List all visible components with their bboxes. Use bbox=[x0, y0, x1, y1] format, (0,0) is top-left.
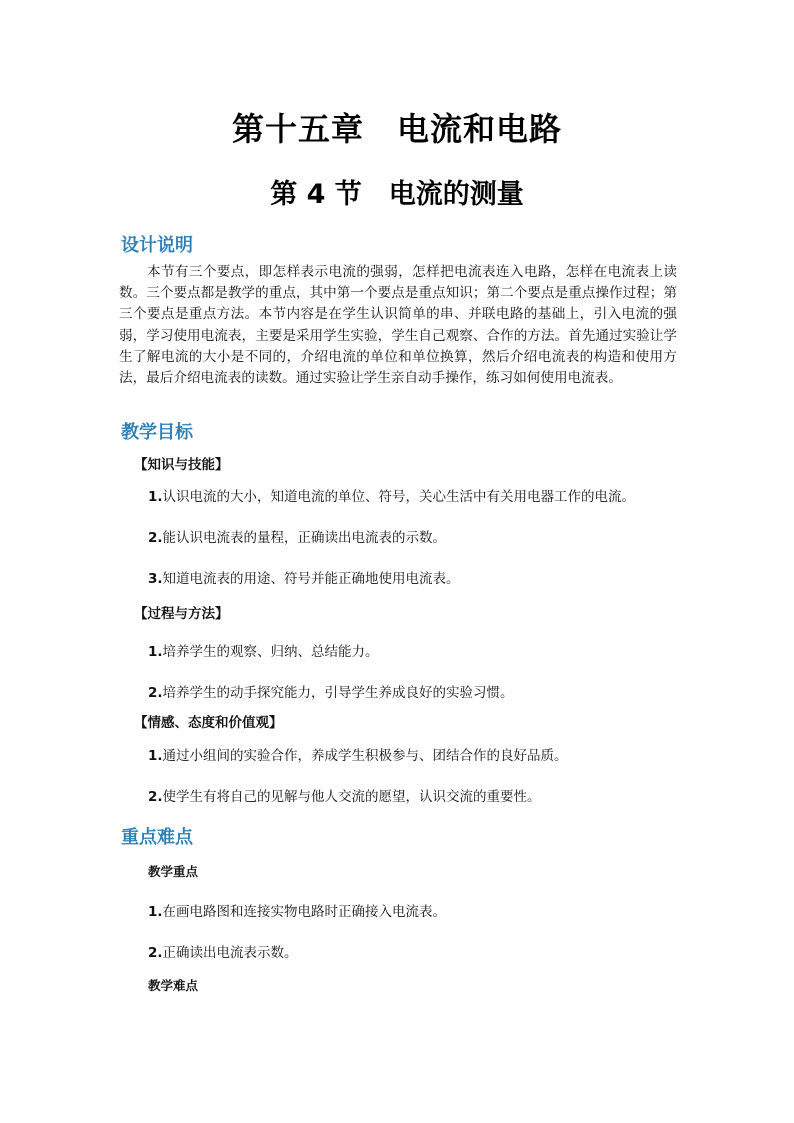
difficulty-label: 教学难点 bbox=[148, 978, 199, 993]
item-text: 正确读出电流表示数。 bbox=[162, 945, 298, 961]
item-number: 1. bbox=[148, 644, 163, 660]
process-item-2 bbox=[148, 681, 514, 701]
item-number: 1. bbox=[148, 904, 163, 920]
item-text: 知道电流表的用途、符号并能正确地使用电流表。 bbox=[162, 571, 460, 587]
item-number: 2. bbox=[148, 530, 163, 546]
item-text: 通过小组间的实验合作，养成学生积极参与、团结合作的良好品质。 bbox=[162, 748, 568, 764]
knowledge-item-3 bbox=[148, 567, 460, 587]
emotion-label: 【情感、态度和价值观】 bbox=[134, 715, 283, 731]
emotion-item-1 bbox=[148, 744, 568, 764]
knowledge-item-2 bbox=[148, 526, 446, 546]
design-heading: 设计说明 bbox=[121, 235, 193, 256]
focus-label: 教学重点 bbox=[148, 864, 199, 879]
item-text: 能认识电流表的量程，正确读出电流表的示数。 bbox=[162, 530, 447, 546]
item-text: 培养学生的动手探究能力，引导学生养成良好的实验习惯。 bbox=[162, 685, 514, 701]
focus-item-1 bbox=[148, 900, 446, 920]
knowledge-item-1 bbox=[148, 485, 635, 505]
chapter-title: 第十五章 电流和电路 bbox=[231, 110, 562, 148]
item-number: 2. bbox=[148, 789, 163, 805]
item-text: 在画电路图和连接实物电路时正确接入电流表。 bbox=[162, 904, 447, 920]
design-paragraph: 本节有三个要点，即怎样表示电流的强弱，怎样把电流表连入电路，怎样在电流表上读数。三个要点都是教学的重点，其中第一个要点是重点知识；第二个要点是重点操作过程；第三个要点是重点方法。本节内容是在学生认识简单的串、并联电路的基础上，引入电流的强弱，学习使用电流表，主要是采用学生实验，学生自己观察、合作的方法。首先通过实验让学生了解电流的大小是不同的，介绍电流的单位和单位换算，然后介绍电流表的构造和使用方法，最后介绍电流表的读数。通过实验让学生亲自动手操作，练习如何使用电流表。 bbox=[119, 264, 677, 387]
process-item-1 bbox=[148, 640, 379, 660]
focus-item-2 bbox=[148, 941, 298, 961]
keypoints-heading: 重点难点 bbox=[121, 827, 193, 848]
item-text: 认识电流的大小，知道电流的单位、符号，关心生活中有关用电器工作的电流。 bbox=[162, 489, 636, 505]
item-number: 3. bbox=[148, 571, 163, 587]
item-number: 2. bbox=[148, 685, 163, 701]
section-title: 第 4 节 电流的测量 bbox=[270, 179, 524, 210]
emotion-item-2 bbox=[148, 785, 541, 805]
item-number: 1. bbox=[148, 748, 163, 764]
item-text: 培养学生的观察、归纳、总结能力。 bbox=[162, 644, 379, 660]
item-text: 使学生有将自己的见解与他人交流的愿望，认识交流的重要性。 bbox=[162, 789, 541, 805]
process-label: 【过程与方法】 bbox=[134, 606, 229, 622]
item-number: 2. bbox=[148, 945, 163, 961]
knowledge-label: 【知识与技能】 bbox=[134, 457, 229, 473]
goals-heading: 教学目标 bbox=[121, 422, 193, 443]
item-number: 1. bbox=[148, 489, 163, 505]
